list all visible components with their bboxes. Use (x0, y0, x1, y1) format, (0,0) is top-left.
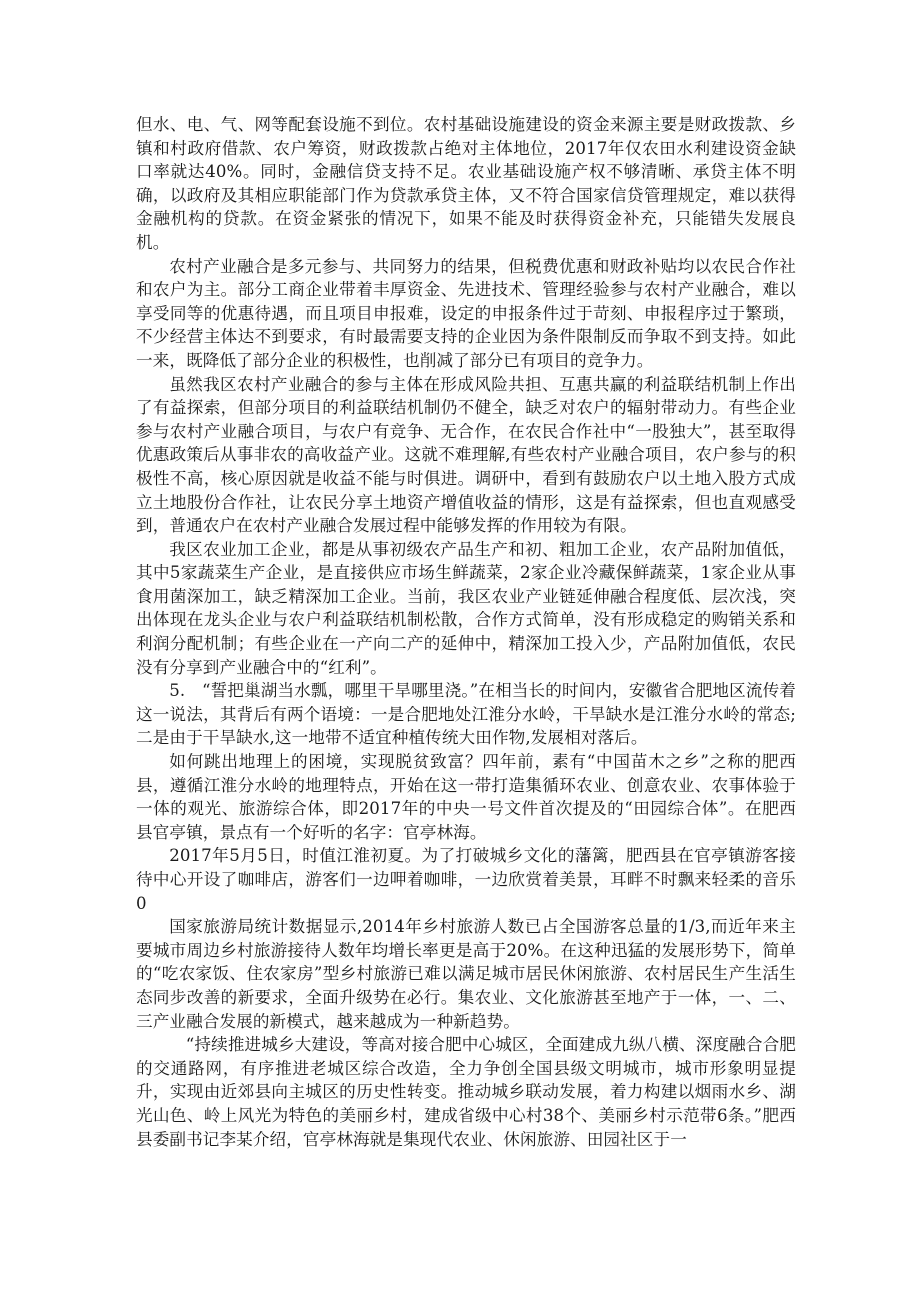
paragraph-tourism-stats: 国家旅游局统计数据显示,2014年乡村旅游人数已占全国游客总量的1/3,而近年来主要城市周边乡村旅游接待人数年均增长率更是高于20%。在这种迅猛的发展形势下，简单的“吃农家饭、住农家房”型乡村旅游已难以满足城市居民休闲旅游、农村居民生产生活生态同步改善的新要求，全面升级势在必行。集农业、文化旅游甚至地产于一体，一、二、三产业融合发展的新模式，越来越成为一种新趋势。 (136, 917, 796, 1031)
paragraph-processing-enterprises: 我区农业加工企业，都是从事初级农产品生产和初、粗加工企业，农产品附加值低，其中5家蔬菜生产企业，是直接供应市场生鲜蔬菜，2家企业冷藏保鲜蔬菜，1家企业从事食用菌深加工，缺乏精深加工企业。当前，我区农业产业链延伸融合程度低、层次浅，突出体现在龙头企业与农户利益联结机制松散，合作方式简单，没有形成稳定的购销关系和利润分配机制；有些企业在一产向二产的延伸中，精深加工投入少，产品附加值低，农民没有分享到产业融合中的“红利”。 (136, 539, 796, 677)
paragraph-continued: 但水、电、气、网等配套设施不到位。农村基础设施建设的资金来源主要是财政拨款、乡镇和村政府借款、农户筹资，财政拨款占绝对主体地位，2017年仅农田水利建设资金缺口率就达40%。同时，金融信贷支持不足。农业基础设施产权不够清晰、承贷主体不明确，以政府及其相应职能部门作为贷款承贷主体，又不符合国家信贷管理规定，难以获得金融机构的贷款。在资金紧张的情况下，如果不能及时获得资金补充，只能错失发展良机。 (136, 115, 796, 252)
paragraph-interest-linkage: 虽然我区农村产业融合的参与主体在形成风险共担、互惠共赢的利益联结机制上作出了有益探索，但部分项目的利益联结机制仍不健全，缺乏对农户的辐射带动力。有些企业参与农村产业融合项目，与农户有竞争、无合作，在农民合作社中“一股独大”，甚至取得优惠政策后从事非农的高收益产业。这就不难理解,有些农村产业融合项目，农户参与的积极性不高，核心原因就是收益不能与时俱进。调研中，看到有鼓励农户以土地入股方式成立土地股份合作社，让农民分享土地资产增值收益的情形，这是有益探索，但也直观感受到，普通农户在农村产业融合发展过程中能够发挥的作用较为有限。 (136, 374, 796, 536)
paragraph-item-5: 5. “誓把巢湖当水瓢，哪里干旱哪里浇。”在相当长的时间内，安徽省合肥地区流传着这一说法，其背后有两个语境：一是合肥地处江淮分水岭，干旱缺水是江淮分水岭的常态;二是由于干旱缺水,这一地带不适宜种植传统大田作物,发展相对落后。 (136, 681, 796, 748)
paragraph-quote: “持续推进城乡大建设，等高对接合肥中心城区，全面建成九纵八横、深度融合合肥的交通路网，有序推进老城区综合改造，全力争创全国县级文明城市，城市形象明显提升，实现由近郊县向主城区的历史性转变。推动城乡联动发展，着力构建以烟雨水乡、湖光山色、岭上风光为特色的美丽乡村，建成省级中心村38个、美丽乡村示范带6条。”肥西县委副书记李某介绍，官亭林海就是集现代农业、休闲旅游、田园社区于一 (136, 1035, 796, 1149)
document-body (136, 113, 796, 1151)
paragraph-cafe: 2017年5月5日，时值江淮初夏。为了打破城乡文化的藩篱，肥西县在官亭镇游客接待中心开设了咖啡店，游客们一边呷着咖啡，一边欣赏着美景，耳畔不时飘来轻柔的音乐0 (136, 846, 796, 913)
paragraph-feixi-county: 如何跳出地理上的困境，实现脱贫致富？四年前，素有“中国苗木之乡”之称的肥西县，遵循江淮分水岭的地理特点，开始在这一带打造集循环农业、创意农业、农事体验于一体的观光、旅游综合体，即2017年的中央一号文件首次提及的“田园综合体”。在肥西县官亭镇，景点有一个好听的名字：官亭林海。 (136, 752, 796, 842)
paragraph-policy-support: 农村产业融合是多元参与、共同努力的结果，但税费优惠和财政补贴均以农民合作社和农户为主。部分工商企业带着丰厚资金、先进技术、管理经验参与农村产业融合，难以享受同等的优惠待遇，而且项目申报难，设定的申报条件过于苛刻、申报程序过于繁琐，不少经营主体达不到要求，有时最需要支持的企业因为条件限制反而争取不到支持。如此一来，既降低了部分企业的积极性，也削减了部分已有项目的竞争力。 (136, 256, 796, 370)
